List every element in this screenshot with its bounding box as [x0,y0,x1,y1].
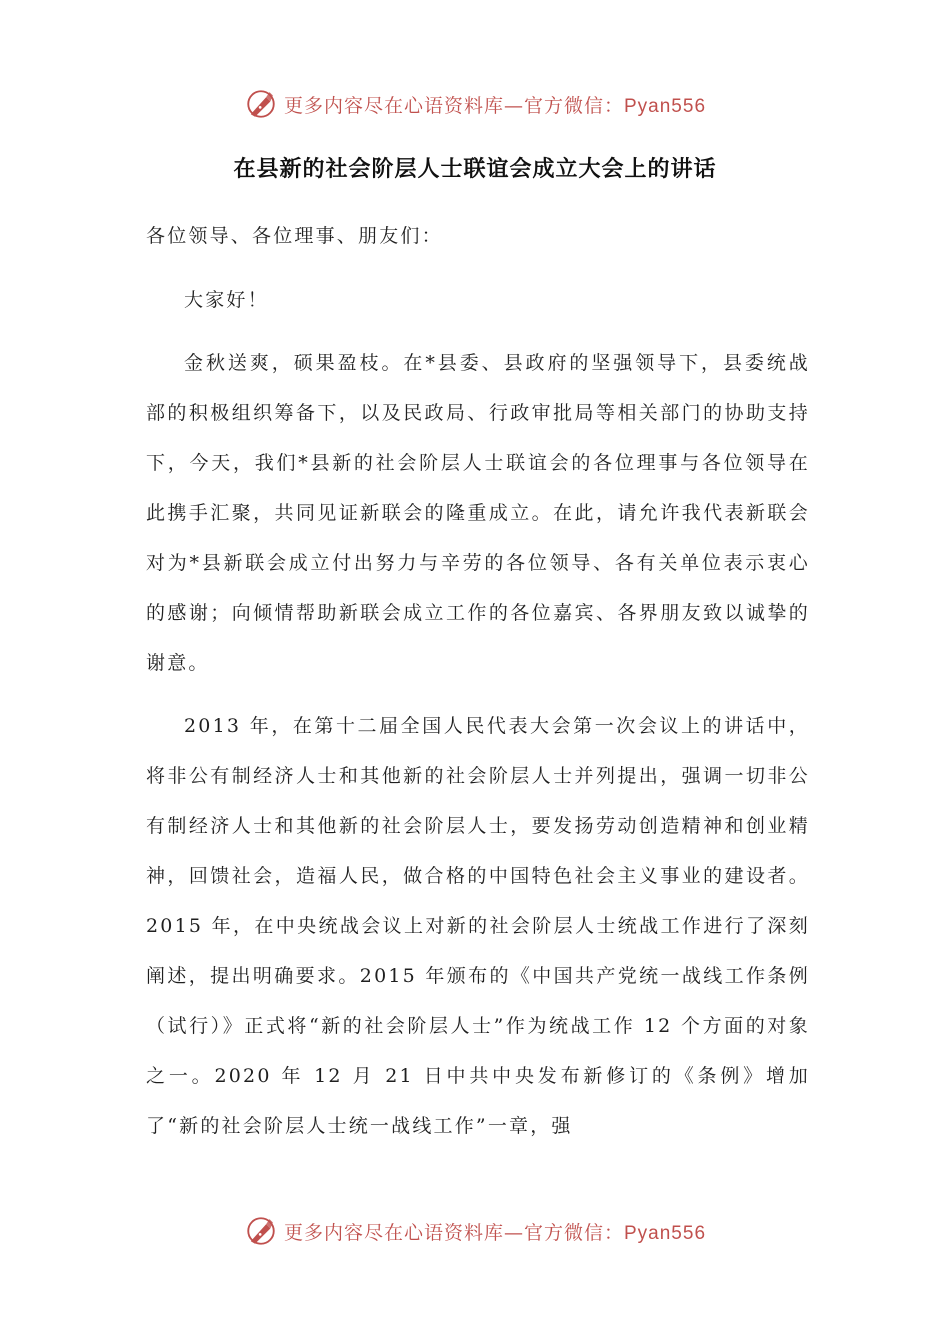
banner-main-text: 更多内容尽在心语资料库 [283,94,504,117]
document-title: 在县新的社会阶层人士联谊会成立大会上的讲话 [233,157,717,182]
banner-contact-id: Pyan556 [624,1222,707,1244]
salutation: 各位领导、各位理事、朋友们： [146,225,443,247]
footer-banner [0,1211,950,1251]
header-banner [0,84,950,124]
paragraph-1: 金秋送爽，硕果盈枝。在*县委、县政府的坚强领导下，县委统战部的积极组织筹备下，以及民政局、行政审批局等相关部门的协助支持下，今天，我们*县新的社会阶层人士联谊会的各位理事与各位领导在此携手汇聚，共同见证新联会的隆重成立。在此，请允许我代表新联会对为*县新联会成立付出努力与辛劳的各位领导、各有关单位表示衷心的感谢；向倾情帮助新联会成立工作的各位嘉宾、各界朋友致以诚挚的谢意。 [146,352,810,674]
banner-contact-label: 官方微信： [523,94,624,117]
banner-contact-label: 官方微信： [523,1221,624,1244]
document-body [146,211,810,1151]
paragraph-2: 2013 年，在第十二届全国人民代表大会第一次会议上的讲话中，将非公有制经济人士和其他新的社会阶层人士并列提出，强调一切非公有制经济人士和其他新的社会阶层人士，要发扬劳动创造精神和创业精神，回馈社会，造福人民，做合格的中国特色社会主义事业的建设者。2015 年，在中央统战会议上对新的社会阶层人士统战工作进行了深刻阐述，提出明确要求。2015 年颁布的《中国共产党统一战线工作条例（试行）》正式将“新的社会阶层人士”作为统战工作 12 个方面的对象之一。2020 年 12 月 21 日中共中央发布新修订的《条例》增加了“新的社会阶层人士统一战线工作”一章，强 [146,715,810,1137]
pen-nib-logo-icon [244,87,278,121]
banner-separator: — [503,1221,524,1244]
banner-main-text: 更多内容尽在心语资料库 [283,1221,504,1244]
pen-nib-logo-icon [244,1214,278,1248]
banner-text [284,1218,706,1245]
greeting: 大家好！ [184,289,269,311]
banner-separator: — [503,94,524,117]
banner-text [284,91,706,118]
banner-contact-id: Pyan556 [624,95,707,117]
